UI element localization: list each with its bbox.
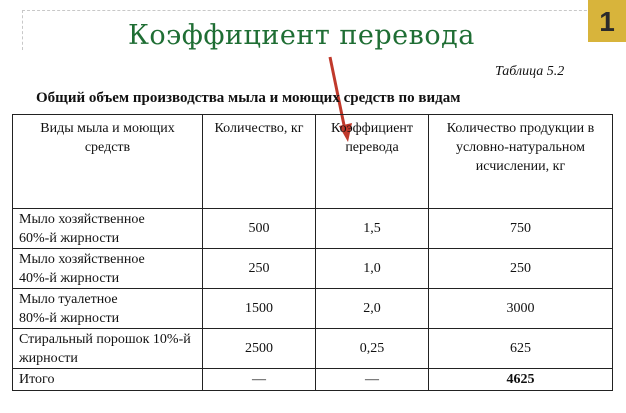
table-header-row [13,115,613,209]
total-coefficient: — [316,369,429,391]
column-header-coefficient: Коэффициент перевода [316,115,429,209]
row-coefficient: 1,5 [316,209,429,249]
total-quantity: — [203,369,316,391]
table-row [13,249,613,289]
row-converted-quantity: 750 [429,209,613,249]
row-converted-quantity: 250 [429,249,613,289]
row-product-name [13,209,203,249]
column-header-quantity: Количество, кг [203,115,316,209]
row-coefficient: 1,0 [316,249,429,289]
row-product-name: Стиральный порошок 10%-й жирности [13,329,203,369]
row-converted-quantity: 625 [429,329,613,369]
table-number-label: Таблица 5.2 [495,64,565,79]
product-name-line: Мыло хозяйственное [19,251,145,267]
slide-number-badge: 1 [588,0,626,42]
production-table [12,114,613,391]
column-header-converted-quantity: Количество продукции в условно-натуральном исчислении, кг [429,115,613,209]
slide-title: Коэффициент перевода [128,20,475,51]
total-label: Итого [13,369,203,391]
table-total-row [13,369,613,391]
row-quantity: 500 [203,209,316,249]
product-name-line: 80%-й жирности [19,310,120,326]
table-row [13,289,613,329]
product-name-line: 60%-й жирности [19,230,120,246]
row-converted-quantity: 3000 [429,289,613,329]
table-caption: Общий объем производства мыла и моющих средств по видам [36,90,461,106]
product-name-line: 40%-й жирности [19,270,120,286]
row-coefficient: 0,25 [316,329,429,369]
row-coefficient: 2,0 [316,289,429,329]
product-name-line: Мыло туалетное [19,291,118,307]
row-product-name [13,249,203,289]
table-row [13,329,613,369]
column-header-type: Виды мыла и моющих средств [13,115,203,209]
table-row [13,209,613,249]
row-quantity: 1500 [203,289,316,329]
row-quantity: 2500 [203,329,316,369]
product-name-line: Мыло хозяйственное [19,211,145,227]
row-quantity: 250 [203,249,316,289]
total-converted-quantity: 4625 [429,369,613,391]
row-product-name [13,289,203,329]
